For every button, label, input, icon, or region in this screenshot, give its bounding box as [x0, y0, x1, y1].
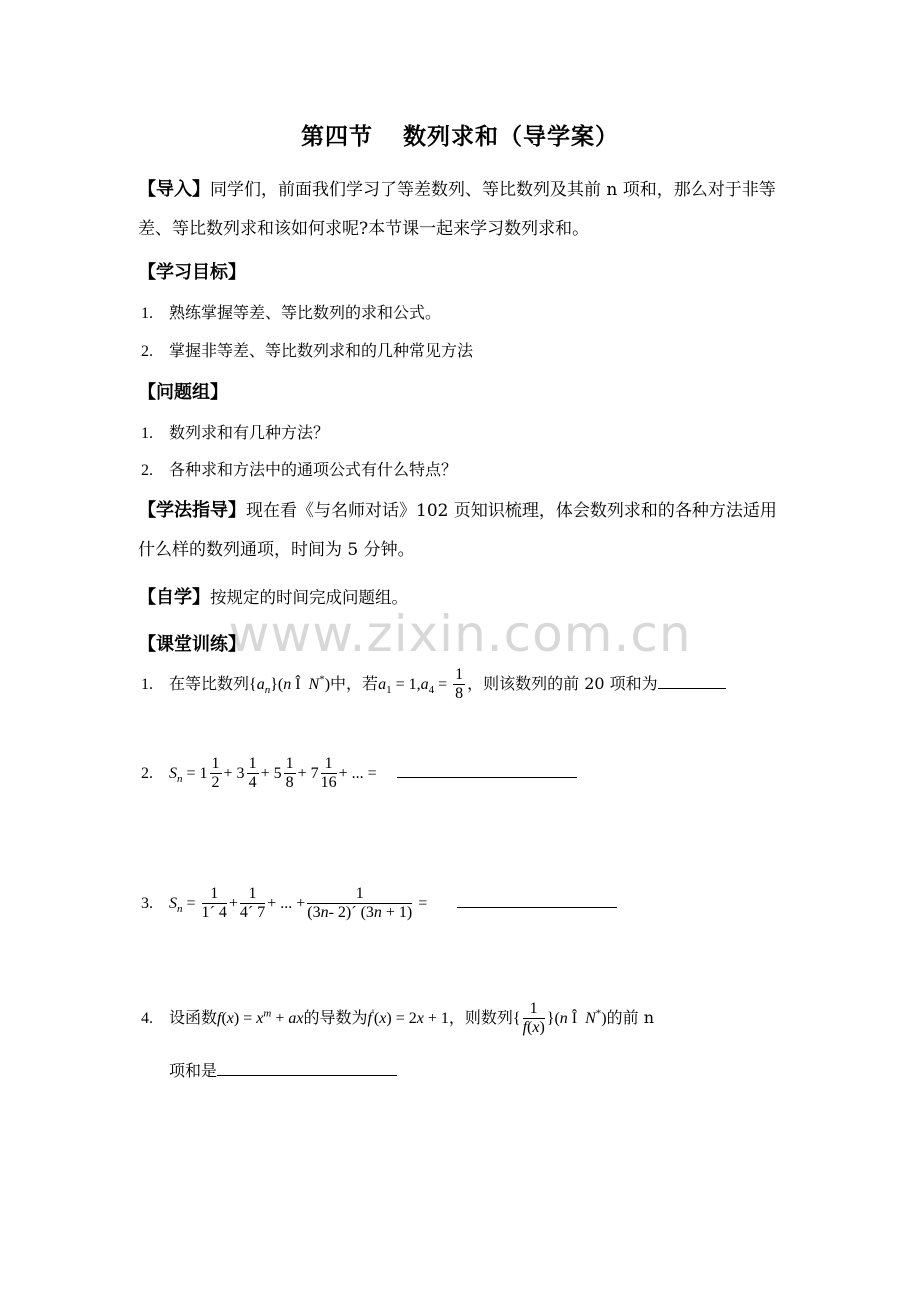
question-item: 1. 数列求和有几种方法？	[141, 423, 330, 442]
answer-blank[interactable]	[658, 687, 726, 689]
self-study-heading: 【自学】	[138, 587, 210, 608]
objective-item: 1. 熟练掌握等差、等比数列的求和公式。	[141, 303, 442, 322]
self-study-line	[138, 583, 408, 609]
practice-problem-4: 4. 设函数$f(x) = x^m$ + ax的导数为f'(x) = 2x + 1，则数列{ $\frac{1}{f(x)}$ }(n Î N*)的前 n	[141, 1000, 655, 1036]
guide-heading: 【学法指导】	[138, 500, 246, 521]
answer-blank[interactable]	[217, 1074, 397, 1076]
objective-item: 2. 掌握非等差、等比数列求和的几种常见方法	[141, 341, 474, 360]
practice-problem-4-cont: 项和是	[169, 1058, 397, 1081]
intro-text: 同学们，前面我们学习了等差数列、等比数列及其前 n 项和，那么对于非等差、等比数列求和该如何求呢?本节课一起来学习数列求和。	[138, 180, 776, 239]
title-main: 数列求和（导学案）	[403, 124, 619, 150]
answer-blank[interactable]	[457, 906, 617, 908]
intro-paragraph	[138, 170, 788, 249]
practice-problem-3: 3. $S_n$ = $\frac{1}{1´ 4}$ + $\frac{1}{4´ 7}$ + ... + $\frac{1}{(3n- 2)´ (3n + 1)}$ =	[141, 885, 617, 922]
intro-heading: 【导入】	[138, 179, 210, 200]
objectives-heading: 【学习目标】	[138, 262, 246, 283]
question-item: 2. 各种求和方法中的通项公式有什么特点？	[141, 460, 458, 479]
self-study-text: 按规定的时间完成问题组。	[210, 588, 408, 607]
practice-problem-1: 1. 在等比数列$\{a_n\}(n$ Î N*)中，若$a_1 = 1,a_4$ = $\frac{1}{8}$ ，则该数列的前 20 项和为	[141, 666, 726, 703]
title-section: 第四节	[301, 124, 373, 150]
guide-text: 现在看《与名师对话》102 页知识梳理，体会数列求和的各种方法适用什么样的数列通项，时间为 5 分钟。	[138, 501, 777, 560]
practice-heading: 【课堂训练】	[138, 634, 246, 655]
questions-heading: 【问题组】	[138, 382, 228, 403]
guide-paragraph	[138, 491, 788, 570]
watermark: www.zixin.com.cn	[228, 605, 692, 663]
practice-problem-2: 2. $S_n = 1$ $\frac{1}{2}$ + 3 $\frac{1}{4}$ + 5 $\frac{1}{8}$ + 7 $\frac{1}{16}$ + ... =	[141, 755, 577, 792]
page-title	[0, 118, 920, 151]
answer-blank[interactable]	[397, 776, 577, 778]
